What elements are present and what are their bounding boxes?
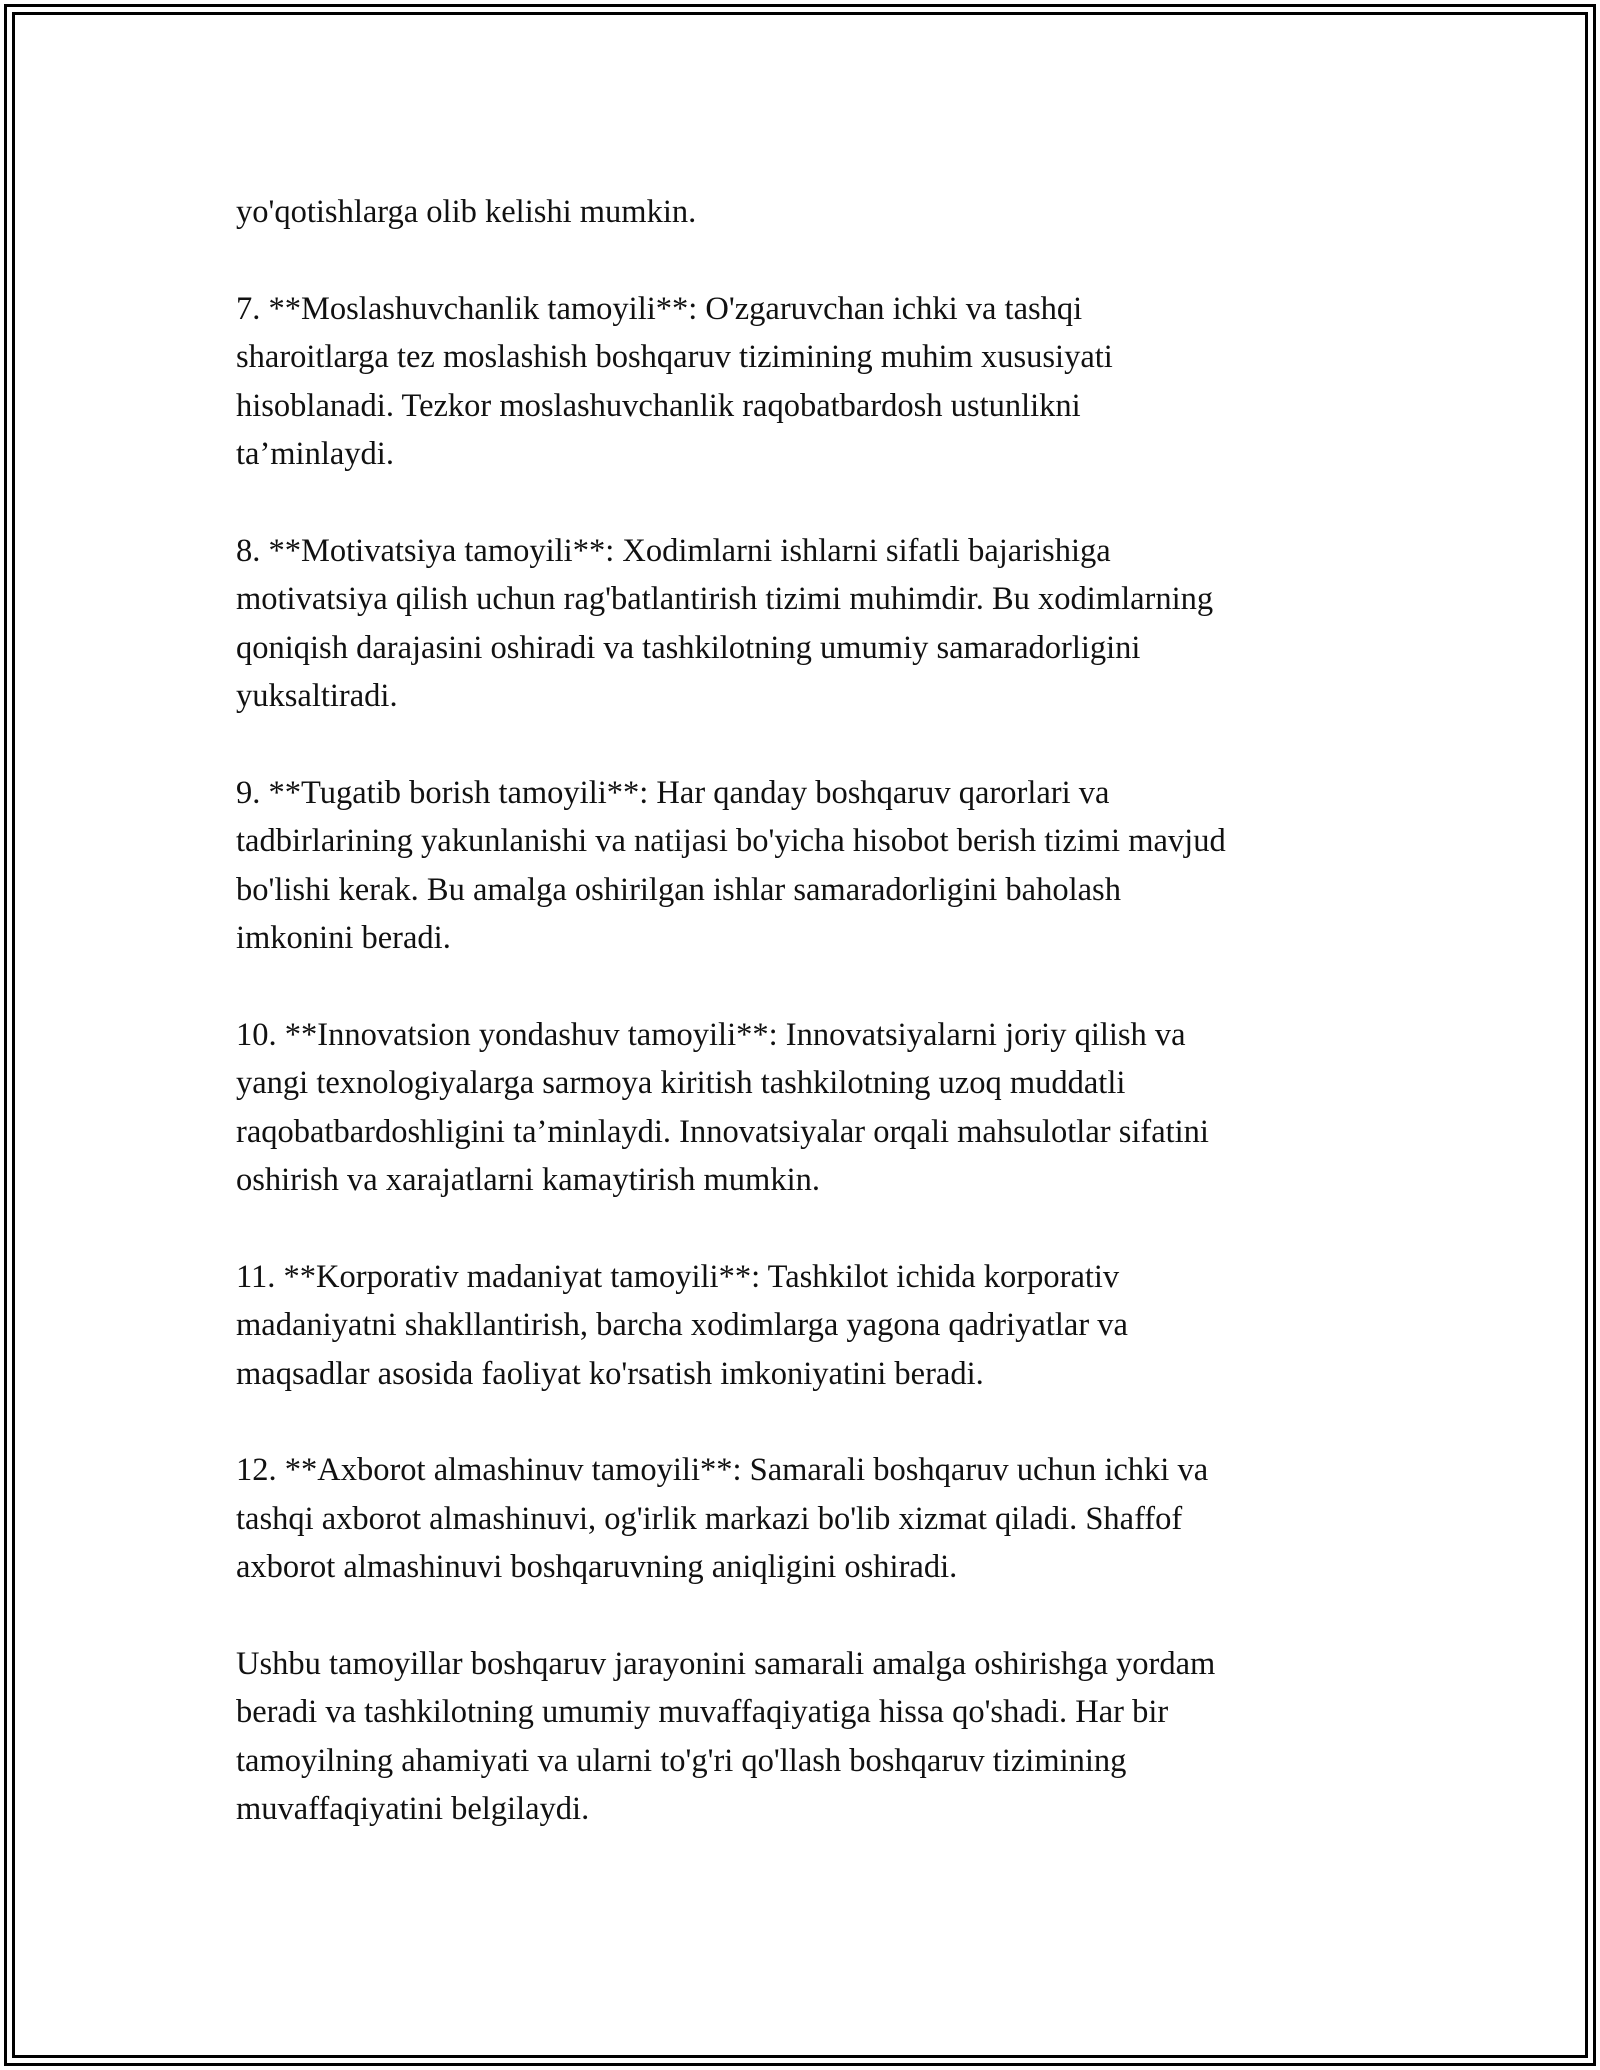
paragraph-conclusion: Ushbu tamoyillar boshqaruv jarayonini samarali amalga oshirishga yordam beradi va tashkilotning umumiy muvaffaqiyatiga hissa qo'shadi. Har bir tamoyilning ahamiyati va ularni to'g'ri qo'llash boshqaruv tizimining muvaffaqiyatini belgilaydi.	[236, 1646, 1216, 1828]
paragraph-principle-10: 10. **Innovatsion yondashuv tamoyili**: Innovatsiyalarni joriy qilish va yangi texnologiyalarga sarmoya kiritish tashkilotning uzoq muddatli raqobatbardoshligini ta’minlaydi. Innovatsiyalar orqali mahsulotlar sifatini oshirish va xarajatlarni kamaytirish mumkin.	[236, 1016, 1209, 1199]
paragraph-principle-12: 12. **Axborot almashinuv tamoyili**: Samarali boshqaruv uchun ichki va tashqi axborot almashinuvi, og'irlik markazi bo'lib xizmat qiladi. Shaffof axborot almashinuvi boshqaruvning aniqligini oshiradi.	[236, 1452, 1209, 1586]
paragraph-principle-9: 9. **Tugatib borish tamoyili**: Har qanday boshqaruv qarorlari va tadbirlarining yakunlanishi va natijasi bo'yicha hisobot berish tizimi mavjud bo'lishi kerak. Bu amalga oshirilgan ishlar samaradorligini baholash imkonini beradi.	[236, 774, 1226, 957]
paragraph-principle-7: 7. **Moslashuvchanlik tamoyili**: O'zgaruvchan ichki va tashqi sharoitlarga tez moslashish boshqaruv tizimining muhim xususiyati hisoblanadi. Tezkor moslashuvchanlik raqobatbardosh ustunlikni ta’minlaydi.	[236, 290, 1113, 473]
document-body	[236, 188, 1366, 1882]
paragraph-principle-8: 8. **Motivatsiya tamoyili**: Xodimlarni ishlarni sifatli bajarishiga motivatsiya qilish uchun rag'batlantirish tizimi muhimdir. Bu xodimlarning qoniqish darajasini oshiradi va tashkilotning umumiy samaradorligini yuksaltiradi.	[236, 532, 1214, 715]
paragraph-principle-11: 11. **Korporativ madaniyat tamoyili**: Tashkilot ichida korporativ madaniyatni shakllantirish, barcha xodimlarga yagona qadriyatlar va maqsadlar asosida faoliyat ko'rsatish imkoniyatini beradi.	[236, 1258, 1128, 1392]
paragraph-continuation: yo'qotishlarga olib kelishi mumkin.	[236, 194, 697, 230]
